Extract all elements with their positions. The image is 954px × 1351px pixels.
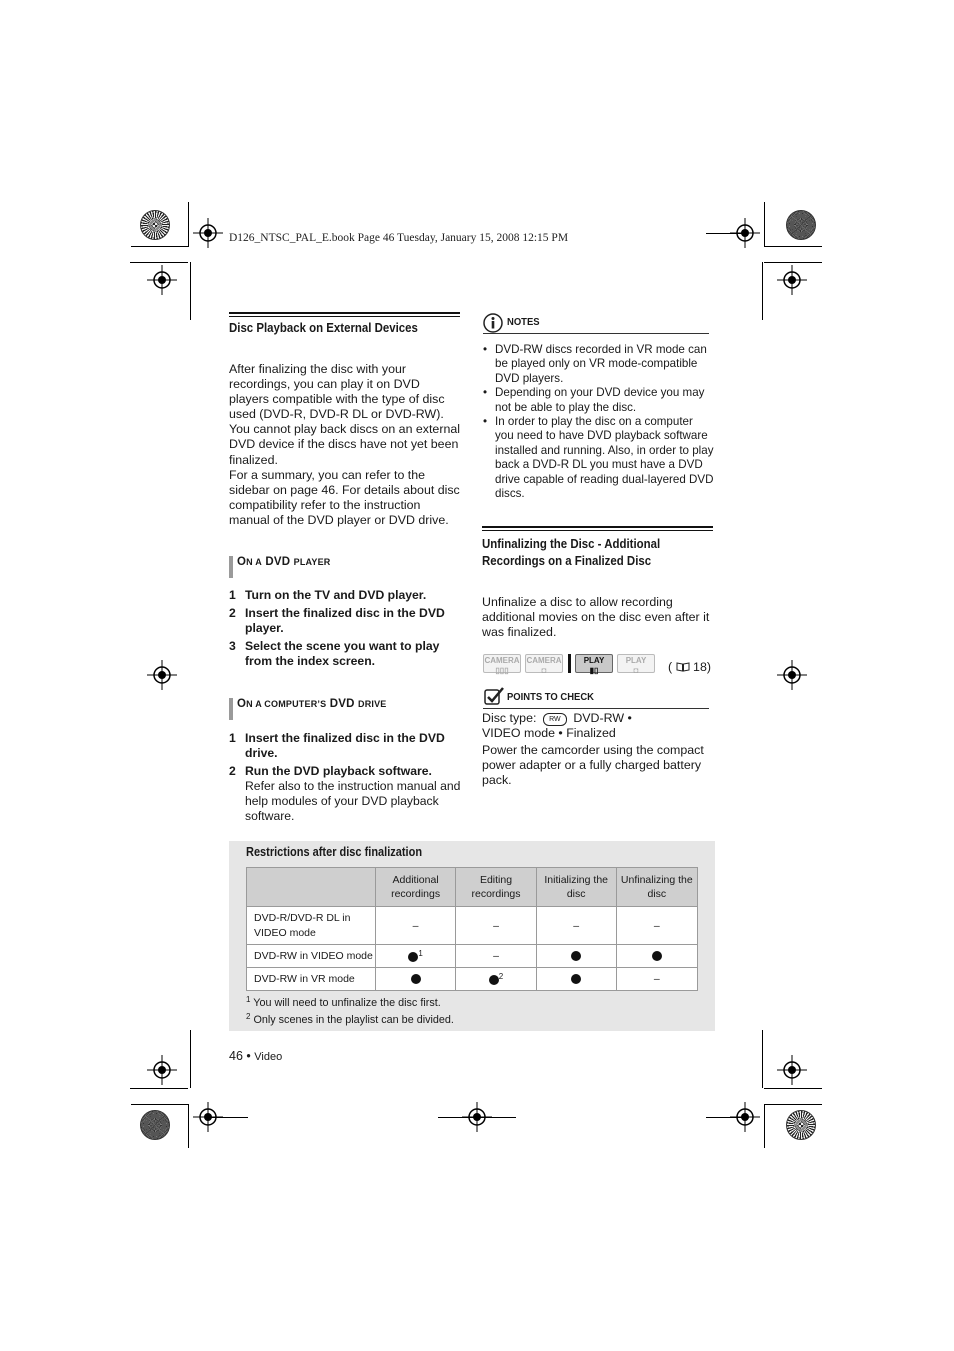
table-cell: – — [375, 907, 455, 945]
section-rule — [229, 316, 460, 317]
footer-section: Video — [254, 1051, 283, 1063]
unfinalize-intro: Unfinalize a disc to allow recording additional movies on the disc even after it was finalized. — [482, 595, 710, 640]
table-cell — [375, 945, 455, 968]
table-header-row — [247, 868, 698, 907]
note-item: • Depending on your DVD device you may not be able to play the disc. — [482, 386, 714, 415]
restrictions-title: Restrictions after disc finalization — [246, 845, 423, 859]
row-label: DVD-R/DVD-R DL in VIDEO mode — [247, 907, 376, 945]
mode-play-photo: PLAY ◘ — [617, 654, 655, 673]
restrictions-table — [246, 867, 698, 991]
registration-target-icon — [777, 660, 807, 690]
table-row — [247, 945, 698, 968]
table-cell — [536, 968, 616, 991]
filled-dot-icon — [571, 951, 581, 961]
table-header-cell — [247, 868, 376, 907]
page-footer — [229, 1049, 282, 1063]
footnotes — [246, 993, 454, 1027]
disc-playback-intro — [229, 362, 461, 528]
mode-camera-photo: CAMERA ◘ — [526, 656, 562, 675]
registration-sunburst-icon — [786, 210, 816, 240]
registration-target-icon — [193, 218, 223, 248]
dvd-player-steps — [229, 588, 461, 672]
footnote: $^2$ Only scenes in the playlist can be divided. — [246, 1012, 454, 1026]
table-cell — [536, 945, 616, 968]
filled-dot-icon — [571, 974, 581, 984]
note-item: • DVD-RW discs recorded in VR mode can be played only on VR mode-compatible DVD players. — [482, 343, 714, 386]
registration-sunburst-icon — [140, 1110, 170, 1140]
section-rule — [229, 312, 460, 314]
mode-camera-movie: CAMERA ▯▯▯ — [484, 656, 520, 675]
row-label: DVD-RW in VR mode — [247, 968, 376, 991]
points-rule — [483, 708, 709, 709]
page-reference: ( 18) — [668, 660, 711, 674]
power-note: Power the camcorder using the compact power adapter or a fully charged battery pack. — [482, 743, 704, 788]
step-item: 3 Select the scene you want to play from the index screen. — [229, 639, 440, 669]
table-cell — [375, 968, 455, 991]
checkmark-icon — [483, 686, 505, 708]
filled-dot-icon — [652, 951, 662, 961]
table-cell: – — [616, 968, 697, 991]
registration-target-icon — [147, 1055, 177, 1085]
footnote-ref: 2 — [498, 971, 504, 981]
step-item: 1 Insert the finalized disc in the DVD drive. — [229, 731, 445, 761]
table-cell — [456, 968, 536, 991]
disc-type: Disc type: RW DVD-RW • VIDEO mode • Finalized — [482, 711, 632, 741]
table-cell: – — [536, 907, 616, 945]
filled-dot-icon — [408, 952, 418, 962]
section-rule — [482, 530, 713, 531]
footnote: $^1$ You will need to unfinalize the disc first. — [246, 995, 441, 1009]
computer-steps — [229, 731, 461, 828]
intro-paragraph-2: For a summary, you can refer to the sidebar on page 46. For details about disc compatibility refer to the instruction manual of the DVD player or DVD drive. — [229, 467, 460, 527]
notes-list — [482, 343, 714, 501]
subheading-computer-dvd-drive: ON A COMPUTER’S DVD DRIVE — [237, 698, 387, 710]
table-header-cell: Initializing the disc — [536, 868, 616, 907]
footer-bullet: • — [246, 1049, 251, 1063]
section-title-disc-playback: Disc Playback on External Devices — [229, 320, 418, 335]
file-header: D126_NTSC_PAL_E.book Page 46 Tuesday, January 15, 2008 12:15 PM — [229, 232, 569, 244]
book-icon — [676, 662, 690, 672]
notes-rule — [483, 333, 709, 334]
subheading-bar — [229, 556, 233, 578]
registration-target-icon — [777, 1055, 807, 1085]
subheading-dvd-player: ON A DVD PLAYER — [237, 556, 331, 568]
step-item: 1 Turn on the TV and DVD player. — [229, 588, 427, 602]
registration-target-icon — [147, 265, 177, 295]
mode-separator — [568, 654, 571, 673]
page-number: 46 — [229, 1049, 243, 1063]
table-cell — [616, 945, 697, 968]
section-rule — [482, 526, 713, 528]
table-cell: – — [616, 907, 697, 945]
note-item: • In order to play the disc on a computer you need to have DVD playback software installed and running. Also, in order to play back a DVD-R DL you must have a DVD drive capable of reading dual-layered DVD discs. — [482, 415, 714, 501]
filled-dot-icon — [489, 975, 499, 985]
registration-sunburst-icon — [786, 1110, 816, 1140]
registration-target-icon — [147, 660, 177, 690]
step-item: 2 Run the DVD playback software. Refer also to the instruction manual and help modules of your DVD playback software. — [229, 764, 461, 824]
table-header-cell: Additional recordings — [375, 868, 455, 907]
notes-label: NOTES — [507, 316, 540, 328]
table-cell: – — [456, 907, 536, 945]
section-title-unfinalizing: Unfinalizing the Disc - Additional Recordings on a Finalized Disc — [482, 536, 661, 568]
registration-target-icon — [777, 265, 807, 295]
table-row — [247, 907, 698, 945]
step-item: 2 Insert the finalized disc in the DVD player. — [229, 606, 445, 636]
table-header-cell: Unfinalizing the disc — [616, 868, 697, 907]
filled-dot-icon — [411, 974, 421, 984]
table-row — [247, 968, 698, 991]
table-header-cell: Editing recordings — [456, 868, 536, 907]
info-icon — [483, 313, 503, 333]
dvd-rw-icon: RW — [543, 713, 567, 726]
subheading-bar — [229, 698, 233, 720]
row-label: DVD-RW in VIDEO mode — [247, 945, 376, 968]
table-cell: – — [456, 945, 536, 968]
registration-sunburst-icon — [140, 210, 170, 240]
mode-play-movie: PLAY ▮▯ — [575, 654, 613, 673]
footnote-ref: 1 — [418, 948, 423, 958]
intro-paragraph: After finalizing the disc with your recordings, you can play it on DVD players compatible with the type of disc used (DVD-R, DVD-R DL or DVD-RW). You cannot play back discs on an external DVD device if the discs have not yet been finalized. — [229, 362, 460, 467]
points-to-check-label: POINTS TO CHECK — [507, 691, 594, 703]
